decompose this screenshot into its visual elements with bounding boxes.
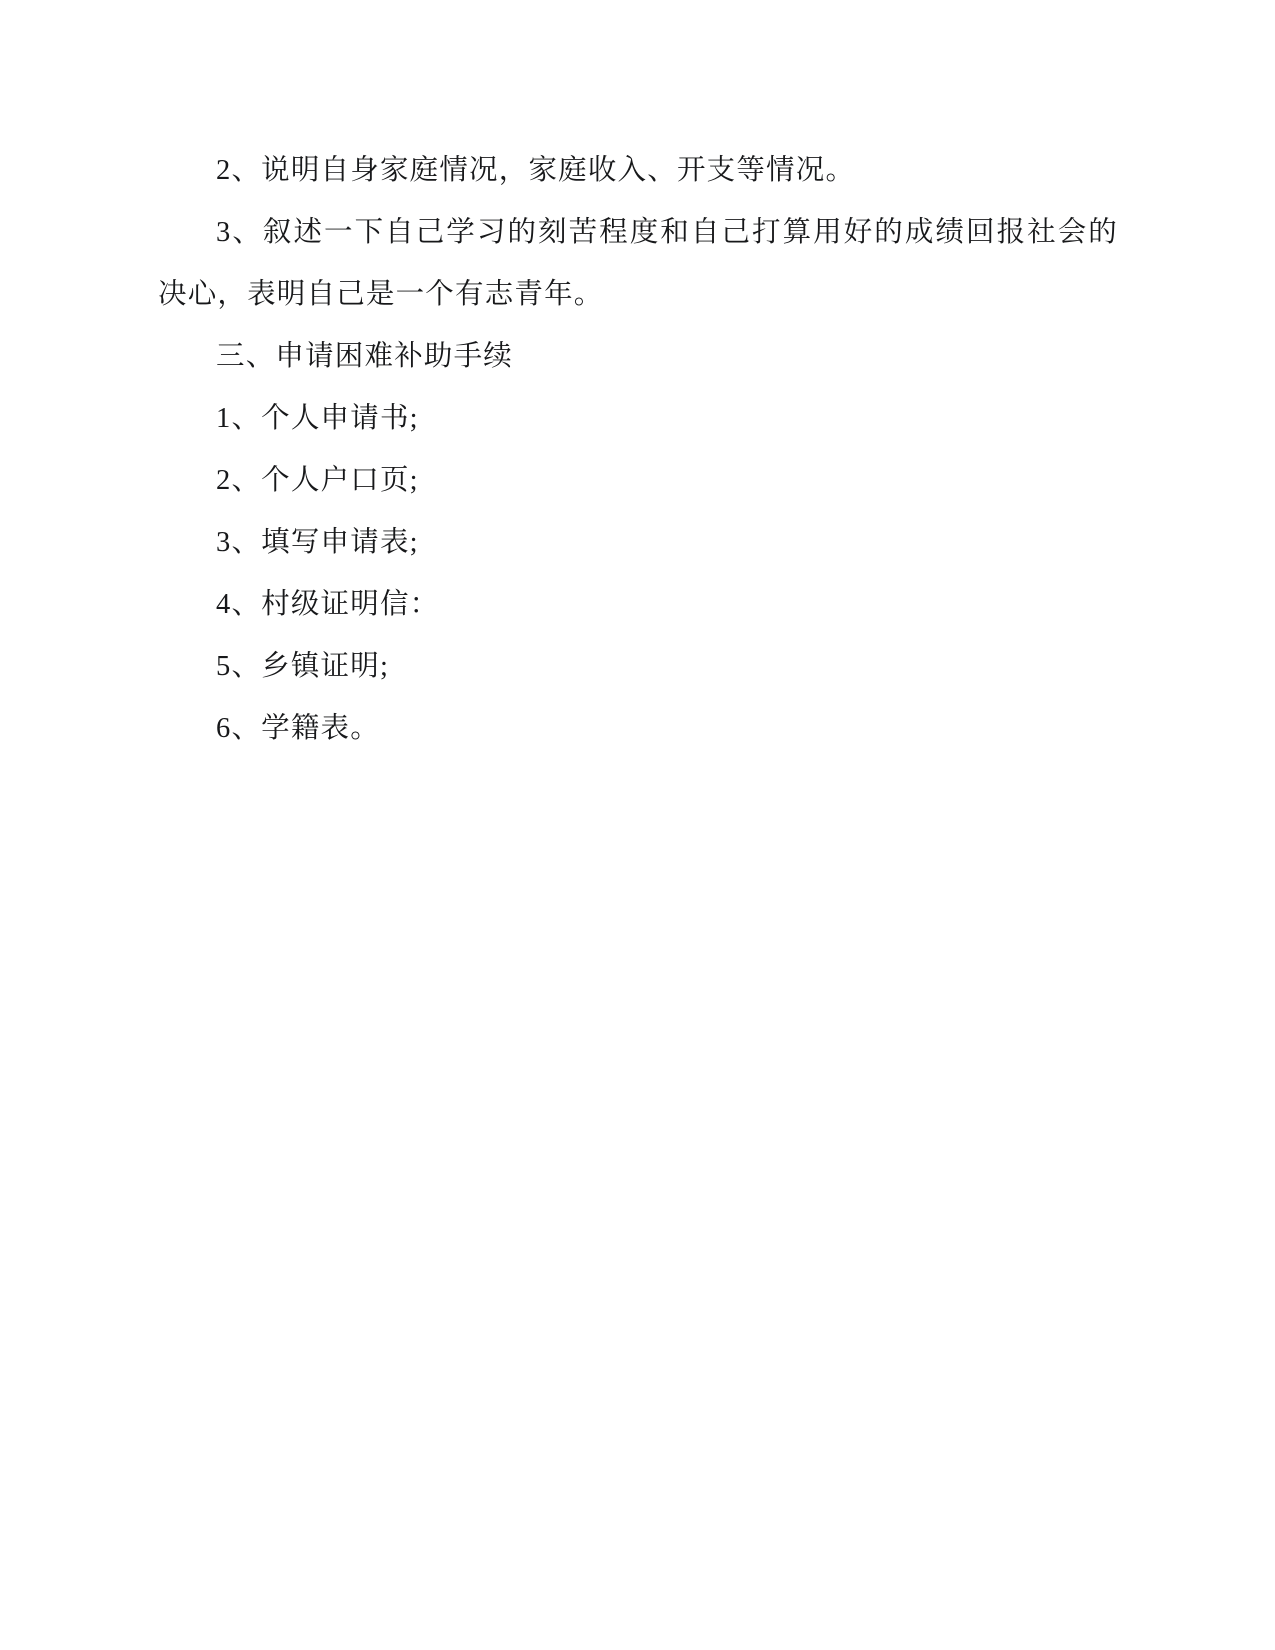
document-body: [158, 140, 1118, 760]
paragraph-proc-4: 4、村级证明信：: [216, 589, 440, 620]
paragraph-proc-6: 6、学籍表。: [216, 713, 380, 744]
paragraph-item-2-family: 2、说明自身家庭情况，家庭收入、开支等情况。: [216, 155, 856, 186]
paragraph-proc-1: 1、个人申请书;: [216, 403, 419, 434]
paragraph-proc-5: 5、乡镇证明;: [216, 651, 390, 682]
section-heading-three: 三、申请困难补助手续: [216, 341, 514, 372]
paragraph-proc-3: 3、填写申请表;: [216, 527, 419, 558]
paragraph-proc-2: 2、个人户口页;: [216, 465, 419, 496]
paragraph-item-3-study: 3、叙述一下自己学习的刻苦程度和自己打算用好的成绩回报社会的决心，表明自己是一个有志青年。: [158, 217, 1118, 310]
